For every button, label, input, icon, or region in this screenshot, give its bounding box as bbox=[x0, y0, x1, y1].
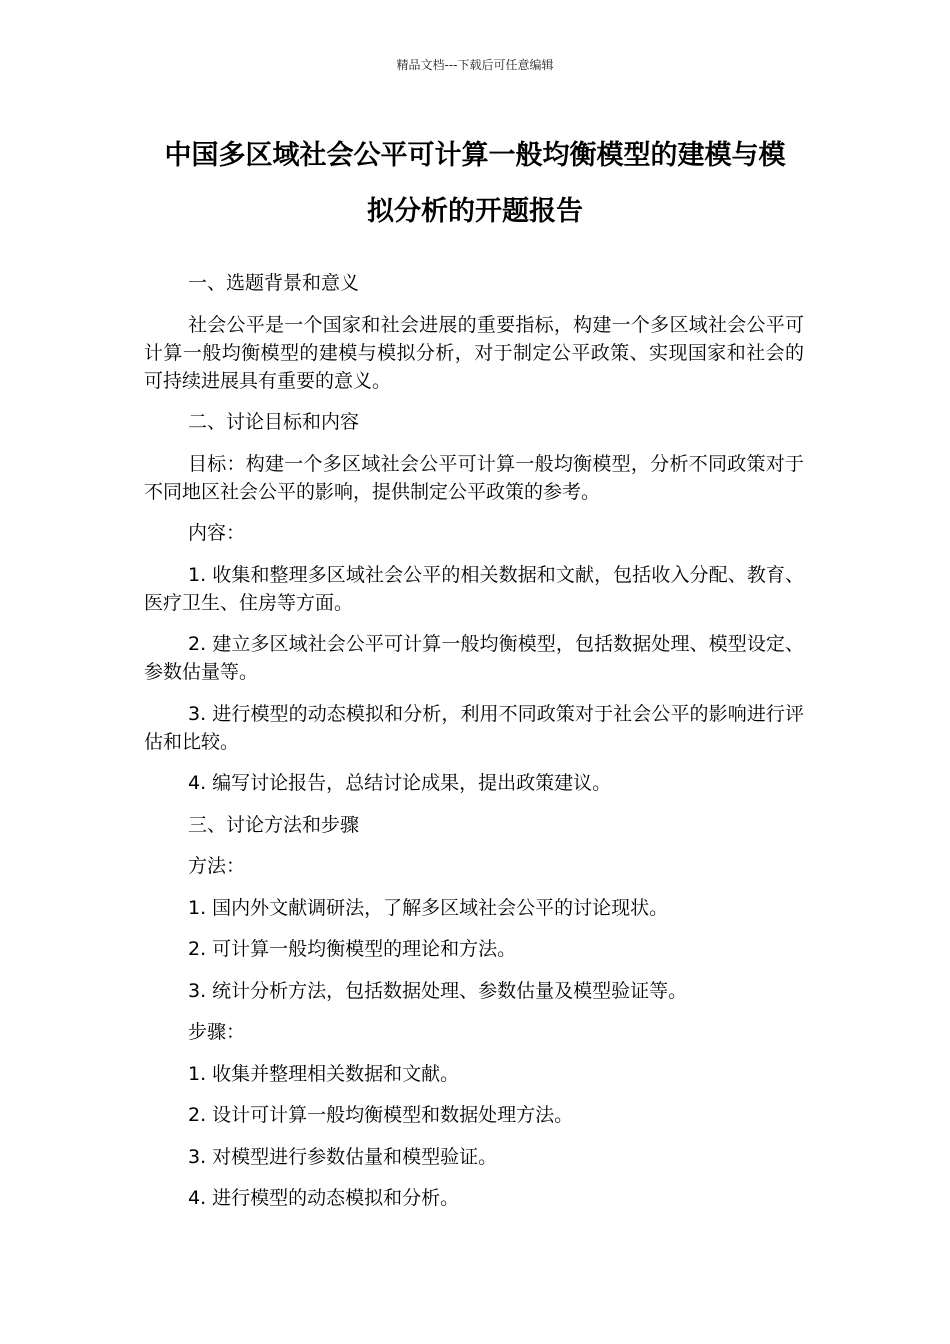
step-item-2: 2. 设计可计算一般均衡模型和数据处理方法。 bbox=[188, 1104, 574, 1126]
content-item-3: 3. 进行模型的动态模拟和分析，利用不同政策对于社会公平的影响进行评估和比较。 bbox=[144, 702, 804, 753]
method-item-3: 3. 统计分析方法，包括数据处理、参数估量及模型验证等。 bbox=[188, 979, 688, 1002]
document-title bbox=[140, 128, 810, 240]
paragraph-goal: 目标：构建一个多区域社会公平可计算一般均衡模型，分析不同政策对于不同地区社会公平的影响，提供制定公平政策的参考。 bbox=[144, 452, 804, 503]
title-line-2: 拟分析的开题报告 bbox=[367, 196, 583, 227]
content-item-2: 2. 建立多区域社会公平可计算一般均衡模型，包括数据处理、模型设定、参数估量等。 bbox=[144, 633, 804, 683]
paragraph-background: 社会公平是一个国家和社会进展的重要指标，构建一个多区域社会公平可计算一般均衡模型的建模与模拟分析，对于制定公平政策、实现国家和社会的可持续进展具有重要的意义。 bbox=[144, 313, 804, 392]
section-heading-goals: 二、讨论目标和内容 bbox=[188, 411, 360, 433]
step-item-3: 3. 对模型进行参数估量和模型验证。 bbox=[188, 1145, 498, 1168]
page-header: 精品文档---下载后可任意编辑 bbox=[396, 58, 554, 72]
steps-label: 步骤： bbox=[188, 1021, 246, 1043]
title-line-1: 中国多区域社会公平可计算一般均衡模型的建模与模 bbox=[164, 140, 786, 171]
content-item-1: 1. 收集和整理多区域社会公平的相关数据和文献，包括收入分配、教育、医疗卫生、住房等方面。 bbox=[144, 563, 804, 614]
method-item-1: 1. 国内外文献调研法，了解多区域社会公平的讨论现状。 bbox=[188, 896, 669, 919]
content-label: 内容： bbox=[188, 522, 246, 544]
methods-label: 方法： bbox=[188, 855, 246, 877]
step-item-4: 4. 进行模型的动态模拟和分析。 bbox=[188, 1187, 460, 1209]
method-item-2: 2. 可计算一般均衡模型的理论和方法。 bbox=[188, 938, 517, 960]
section-heading-background: 一、选题背景和意义 bbox=[188, 272, 360, 294]
section-heading-methods: 三、讨论方法和步骤 bbox=[188, 813, 360, 836]
step-item-1: 1. 收集并整理相关数据和文献。 bbox=[188, 1062, 460, 1085]
content-item-4: 4. 编写讨论报告，总结讨论成果，提出政策建议。 bbox=[188, 772, 612, 794]
document-body bbox=[144, 269, 804, 1226]
